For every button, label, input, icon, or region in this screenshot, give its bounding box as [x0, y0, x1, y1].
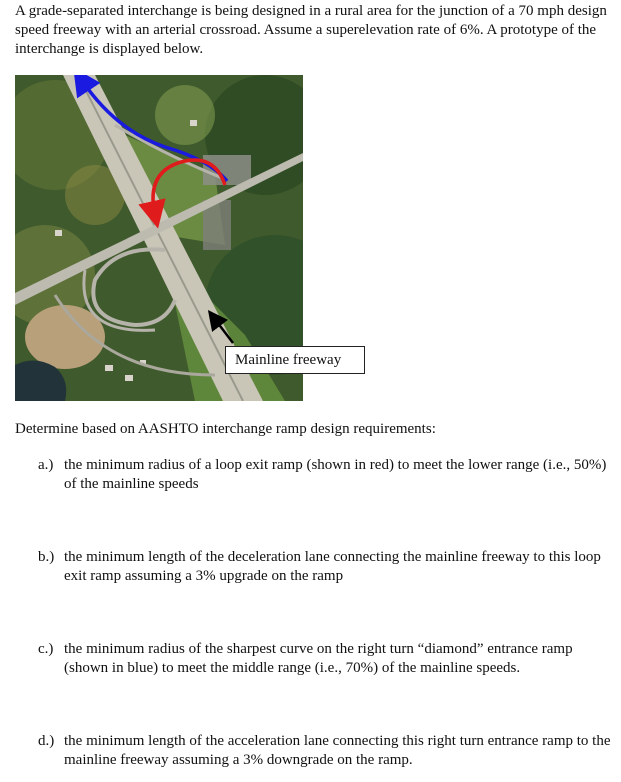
determine-prompt: Determine based on AASHTO interchange ramp design requirements: [15, 421, 436, 437]
question-label: d.) [38, 733, 55, 749]
question-label: a.) [38, 457, 54, 473]
problem-intro: A grade-separated interchange is being designed in a rural area for the junction of a 70 mph design speed freeway with an arterial crossroad. Assume a superelevation rate of 6%. A prototype of the interchange is displayed below. [15, 3, 607, 57]
question-text: the minimum length of the deceleration lane connecting the mainline freeway to this loop exit ramp assuming a 3% upgrade on the ramp [64, 549, 601, 584]
mainline-freeway-callout: Mainline freeway [225, 346, 365, 374]
question-c [38, 640, 613, 678]
question-d [38, 732, 613, 770]
question-text: the minimum radius of a loop exit ramp (shown in red) to meet the lower range (i.e., 50%) of the mainline speeds [64, 457, 607, 492]
question-b [38, 548, 613, 586]
question-label: b.) [38, 549, 55, 565]
question-text: the minimum radius of the sharpest curve on the right turn “diamond” entrance ramp (shown in blue) to meet the middle range (i.e., 70%) of the mainline speeds. [64, 641, 573, 676]
question-label: c.) [38, 641, 54, 657]
question-a [38, 456, 613, 494]
question-text: the minimum length of the acceleration lane connecting this right turn entrance ramp to the mainline freeway assuming a 3% downgrade on the ramp. [64, 733, 611, 768]
